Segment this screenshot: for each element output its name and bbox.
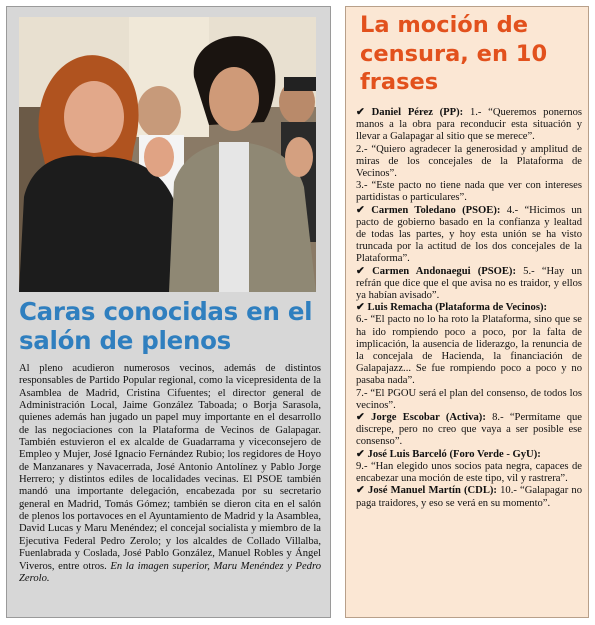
quote-item <box>356 485 582 509</box>
quote-item <box>356 388 582 412</box>
left-article-panel <box>6 6 331 618</box>
check-icon: ✔ <box>356 412 365 424</box>
check-icon: ✔ <box>356 265 365 277</box>
quote-speaker: José Manuel Martín (CDL): <box>368 485 497 497</box>
quote-speaker: José Luis Barceló (Foro Verde - GyU): <box>367 448 541 460</box>
quote-item <box>356 412 582 449</box>
quote-item <box>356 302 582 314</box>
quote-item <box>356 205 582 266</box>
check-icon: ✔ <box>356 448 365 460</box>
article-photo <box>19 17 316 292</box>
quote-text: 10.- “Galapagar no paga traidores, y eso se verá en su momento”. <box>356 485 582 509</box>
right-article-panel <box>345 6 589 618</box>
quote-text: 9.- “Han elegido unos socios pata negra, capaces de encabezar una moción de este tipo, vil y rastrera”. <box>356 460 582 485</box>
quote-item <box>356 144 582 181</box>
check-icon: ✔ <box>356 302 365 314</box>
quote-text: 3.- “Este pacto no tiene nada que ver con intereses partidistas o particulares”. <box>356 180 582 204</box>
quote-text: 2.- “Quiero agradecer la generosidad y amplitud de miras de los concejales de la Plataforma de Vecinos”. <box>356 143 582 180</box>
left-body-text: Al pleno acudieron numerosos vecinos, además de distintos responsables de Partido Popular regional, como la vicepresidenta de la Asamblea de Madrid, Cristina Cifuentes; el director general de Administración Local, Jaime González Taboada; o Borja Sarasola, quienes además han jugado un papel muy importante en el desarrollo de las negociaciones con la Plataforma de Vecinos de Galapagar. También estuvieron el ex alcalde de Guadarrama y viceconsejero de Empleo y Mujer, José Ignacio Fernández Rubio; los regidores de Hoyo de Manzanares y Navacerrada, José Antonio Antolínez y Pablo Jorge Herrero; y distintos ediles de localidades vecinas. El PSOE también mandó una importante delegación, encabezada por su secretario general en Madrid, Tomás Gómez; también se dieron cita en el salón de plenos los portavoces en el Ayuntamiento de Madrid y la Asamblea, David Lucas y Maru Menéndez; el concejal socialista y miembro de la Ejecutiva Federal Pedro Zerolo; y los alcaldes de Collado Villalba, Fuenlabrada y Coslada, José Pablo González, Manuel Robles y Ángel Viveros, entre otros. <box>19 363 321 572</box>
photo-caption: En la imagen superior, Maru Menéndez y Pedro Zerolo. <box>19 560 321 584</box>
photo-illustration <box>19 17 316 292</box>
quote-text: 6.- “El pacto no lo ha roto la Plataforma, sino que se ha ido rompiendo poco a poco, por la falta de implicación, la ausencia de liderazgo, la renuncia de la concejala de Hacienda, la financiación de Galapajazz... Se fue rompiendo poco a poco y no pasaba nada”. <box>356 314 582 387</box>
quote-item <box>356 449 582 461</box>
left-article-body <box>19 363 321 585</box>
left-headline: Caras conocidas en el salón de plenos <box>19 297 313 355</box>
quote-speaker: Jorge Escobar (Activa): <box>371 412 486 424</box>
quote-item <box>356 180 582 204</box>
quote-item <box>356 461 582 485</box>
right-headline: La moción de censura, en 10 frases <box>360 12 548 95</box>
quote-speaker: Carmen Toledano (PSOE): <box>371 204 501 216</box>
quote-text: 1.- “Queremos ponernos manos a la obra para reconducir esta situación y llevar a Galapagar al sitio que se merece”. <box>356 107 582 143</box>
quote-text: 5.- “Hay un refrán que dice que el que avisa no es traidor, y ellos ya habían avisado”. <box>356 265 582 302</box>
check-icon: ✔ <box>356 204 365 216</box>
check-icon: ✔ <box>356 485 365 497</box>
quote-item <box>356 266 582 303</box>
check-icon: ✔ <box>356 107 365 118</box>
quote-text: 7.- “El PGOU será el plan del consenso, de todos los vecinos”. <box>356 387 582 411</box>
quote-item <box>356 107 582 144</box>
quote-speaker: Daniel Pérez (PP): <box>371 107 464 118</box>
quote-item <box>356 314 582 387</box>
quote-text: 8.- “Permítame que discrepe, pero no creo que vaya a ser posible ese consenso”. <box>356 412 582 448</box>
quotes-list <box>356 107 582 510</box>
quote-speaker: Carmen Andonaegui (PSOE): <box>372 265 516 277</box>
quote-text: 4.- “Hicimos un pacto de gobierno basado en la confianza y lealtad de todas las partes, y hoy esta unión se ha visto truncada por la actitud de los dos concejales de la Plataforma”. <box>356 204 582 265</box>
quote-speaker: Luis Remacha (Plataforma de Vecinos): <box>367 302 548 314</box>
